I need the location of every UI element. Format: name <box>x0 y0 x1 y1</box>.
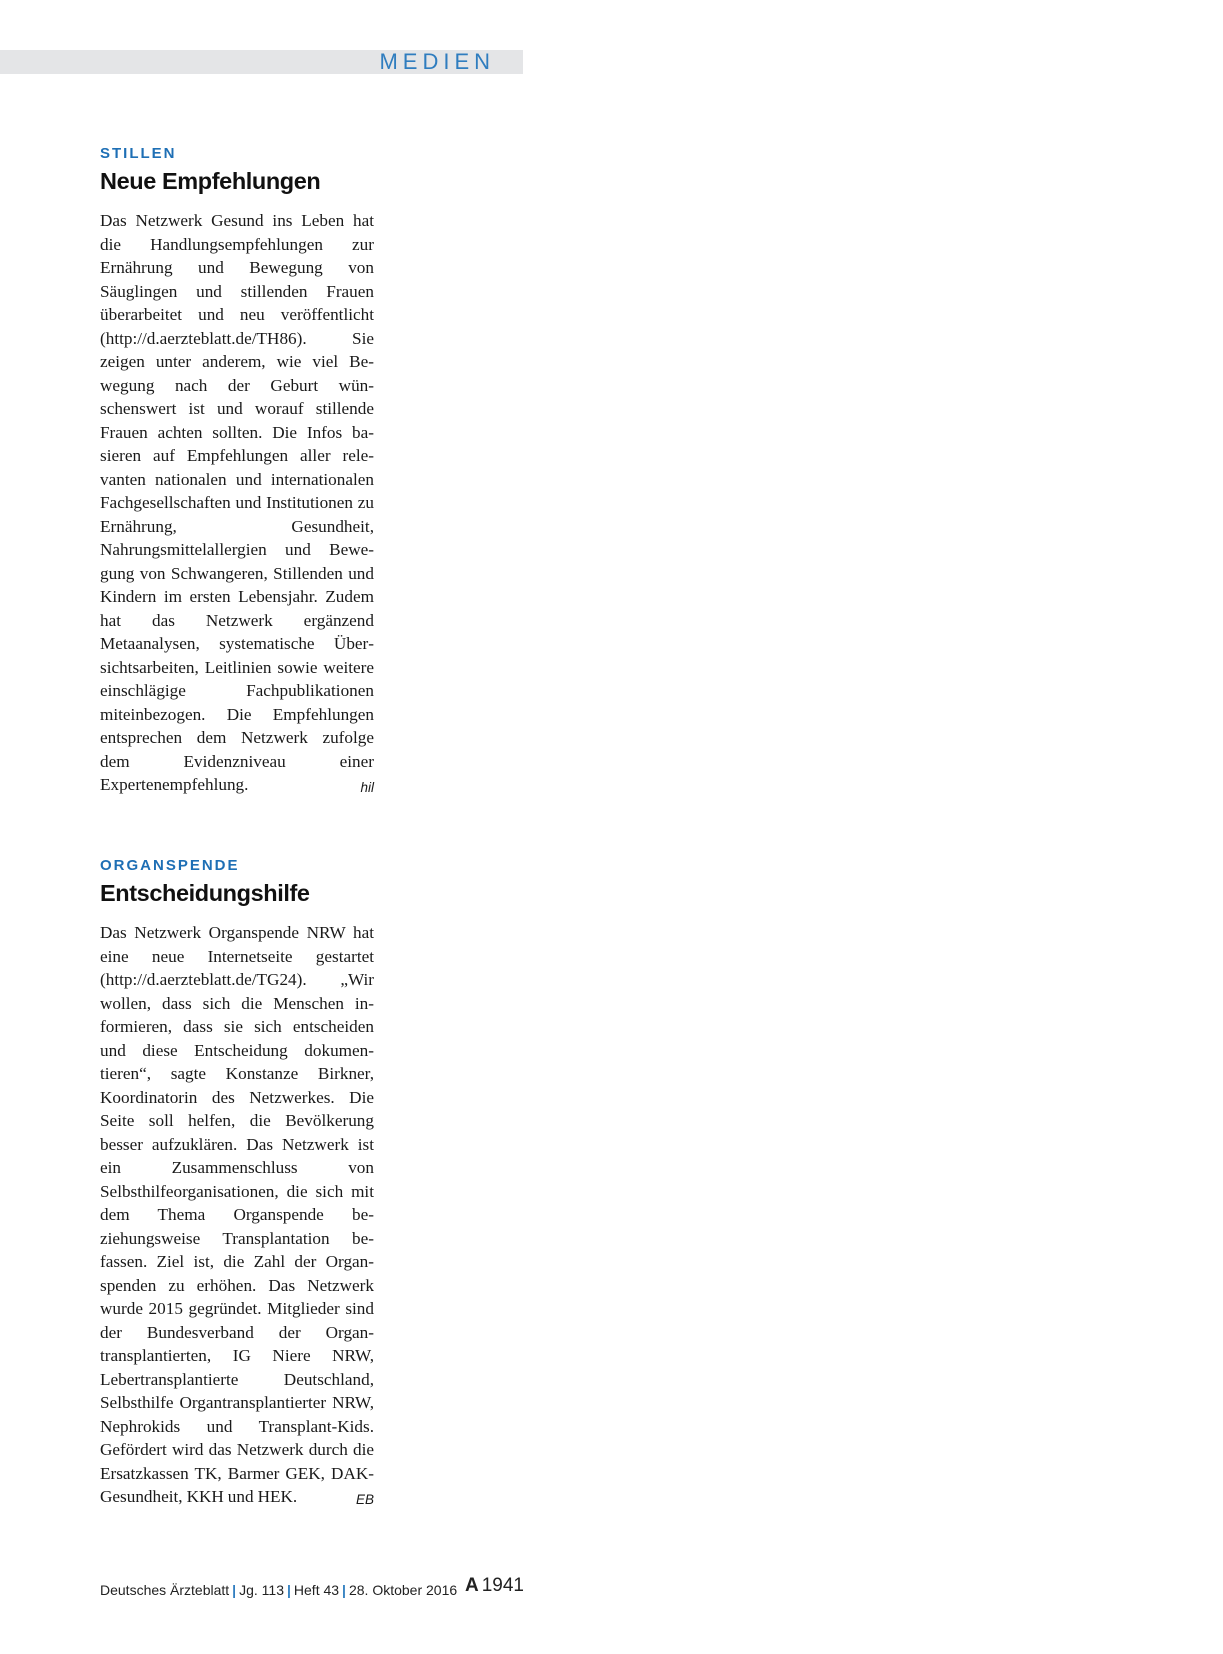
article-headline: Neue Empfehlungen <box>100 168 321 194</box>
article-headline: Entscheidungshilfe <box>100 880 310 906</box>
section-label: MEDIEN <box>379 49 495 74</box>
page-number <box>465 1576 524 1596</box>
article-body-text: Das Netzwerk Organspende NRW hat eine neue Internetseite gestartet (http://d.aerzteblatt.de/TG24). „Wir wollen, dass sich die Menschen informieren, dass sie sich entscheiden und diese Entscheidung dokumentieren“, sagte Konstanze Birkner, Koordinatorin des Netzwerkes. Die Seite soll helfen, die Bevölkerung besser aufzuklären. Das Netzwerk ist ein Zusammenschluss von Selbsthilfeorganisationen, die sich mit dem Thema Organspende beziehungsweise Transplantation befassen. Ziel ist, die Zahl der Organspenden zu erhöhen. Das Netzwerk wurde 2015 gegründet. Mitglieder sind der Bundesverband der Organtransplantierten, IG Niere NRW, Lebertransplantierte Deutschland, Selbsthilfe Organtransplantierter NRW, Nephrokids und Transplant-Kids. Gefördert wird das Netzwerk durch die Ersatzkassen TK, Barmer GEK, DAK-Gesundheit, KKH und HEK. <box>100 923 374 1506</box>
footer-separator: | <box>232 1582 237 1598</box>
journal-issue: Heft 43 <box>293 1582 340 1598</box>
article-kicker: STILLEN <box>100 145 177 162</box>
article-kicker: ORGANSPENDE <box>100 857 240 874</box>
footer-separator: | <box>342 1582 346 1598</box>
author-initials: EB <box>355 1492 374 1507</box>
page-footer <box>100 1575 524 1600</box>
article-body <box>100 921 374 1509</box>
author-initials: hil <box>360 780 374 795</box>
section-header-bar <box>0 50 523 74</box>
footer-separator: | <box>286 1582 291 1598</box>
issue-date: 28. Oktober 2016 <box>348 1582 458 1598</box>
article-stillen <box>100 145 374 800</box>
journal-volume: Jg. 113 <box>239 1582 284 1598</box>
article-organspende <box>100 857 374 1512</box>
page-number-value: 1941 <box>481 1575 524 1596</box>
article-body <box>100 209 374 797</box>
journal-name: Deutsches Ärzteblatt <box>100 1582 230 1598</box>
article-body-text: Das Netzwerk Gesund ins Leben hat die Handlungsempfehlungen zur Ernährung und Bewegung von Säuglingen und stillenden Frauen überarbeitet und neu veröffentlicht (http://d.aerzteblatt.de/TH86). Sie zeigen unter anderem, wie viel Bewegung nach der Geburt wünschenswert ist und worauf stillende Frauen achten sollten. Die Infos basieren auf Empfehlungen aller relevanten nationalen und internationalen Fachgesellschaften und Institutionen zu Ernährung, Gesundheit, Nahrungsmittelallergien und Bewegung von Schwangeren, Stillenden und Kindern im ersten Lebensjahr. Zudem hat das Netzwerk ergänzend Metaanalysen, systematische Übersichtsarbeiten, Leitlinien sowie weitere einschlägige Fachpublikationen miteinbezogen. Die Empfehlungen entsprechen dem Netzwerk zufolge dem Evidenzniveau einer Expertenempfehlung. <box>100 211 374 794</box>
page-prefix: A <box>464 1575 479 1596</box>
